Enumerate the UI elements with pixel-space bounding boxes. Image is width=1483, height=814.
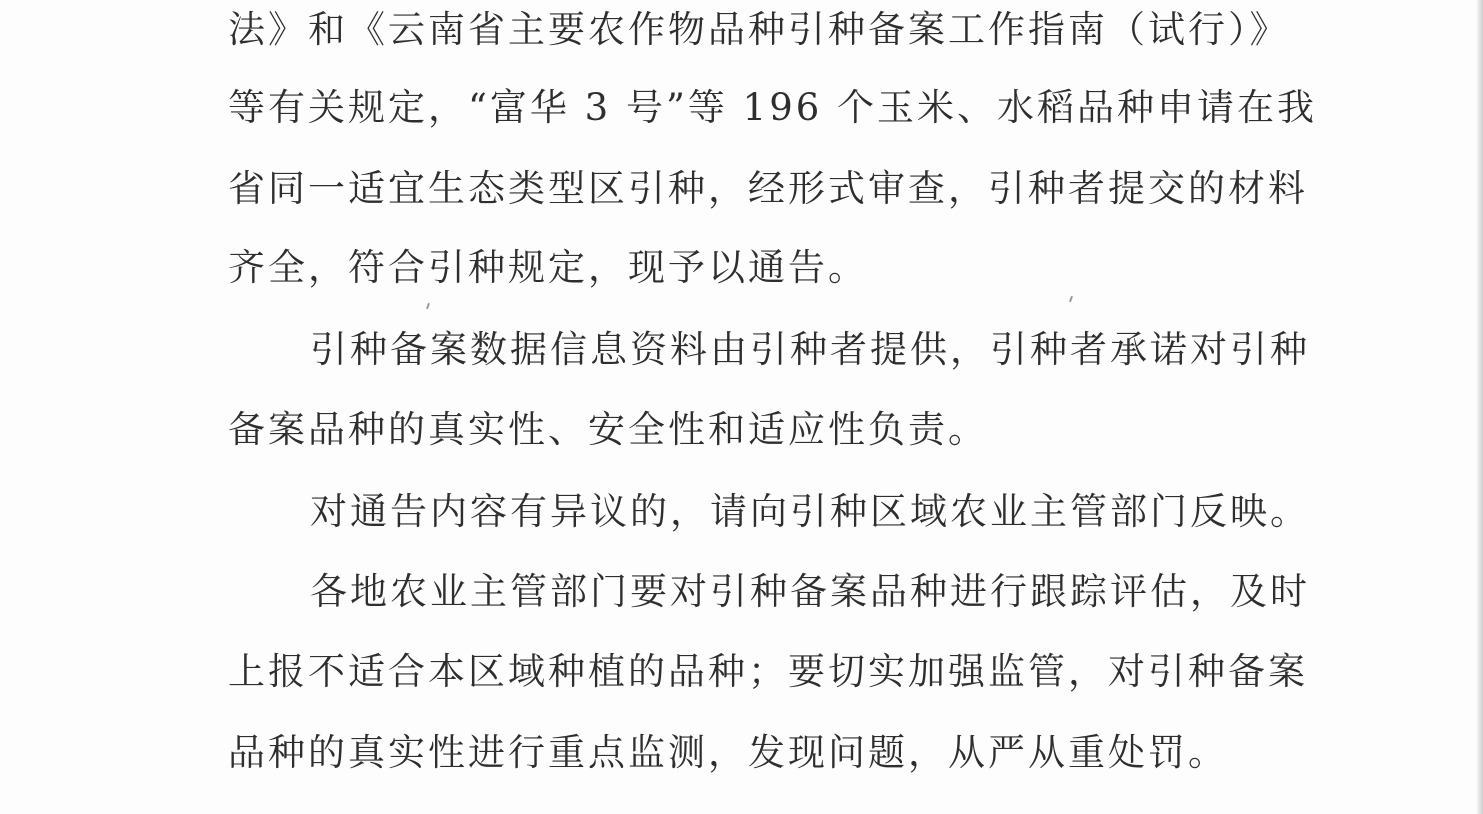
text-line-3: 省同一适宜生态类型区引种，经形式审查，引种者提交的材料	[228, 167, 1308, 210]
text-line-1: 法》和《云南省主要农作物品种引种备案工作指南（试行）》	[228, 8, 1290, 51]
text-line-2: 等有关规定，“富华 3 号”等 196 个玉米、水稻品种申请在我	[228, 86, 1318, 129]
paragraph-2-line-1: 引种备案数据信息资料由引种者提供，引种者承诺对引种	[310, 328, 1310, 371]
paragraph-2-line-2: 备案品种的真实性、安全性和适应性负责。	[228, 408, 988, 451]
scan-speck	[426, 303, 430, 309]
paragraph-4-line-1: 各地农业主管部门要对引种备案品种进行跟踪评估，及时	[310, 570, 1310, 613]
page-edge-shadow	[1477, 0, 1483, 814]
paragraph-4-line-2: 上报不适合本区域种植的品种；要切实加强监管，对引种备案	[228, 650, 1308, 693]
scan-speck	[1069, 296, 1073, 302]
paragraph-4-line-3: 品种的真实性进行重点监测，发现问题，从严从重处罚。	[228, 731, 1228, 774]
text-line-4: 齐全，符合引种规定，现予以通告。	[228, 246, 868, 289]
paragraph-3-line-1: 对通告内容有异议的，请向引种区域农业主管部门反映。	[310, 490, 1310, 533]
